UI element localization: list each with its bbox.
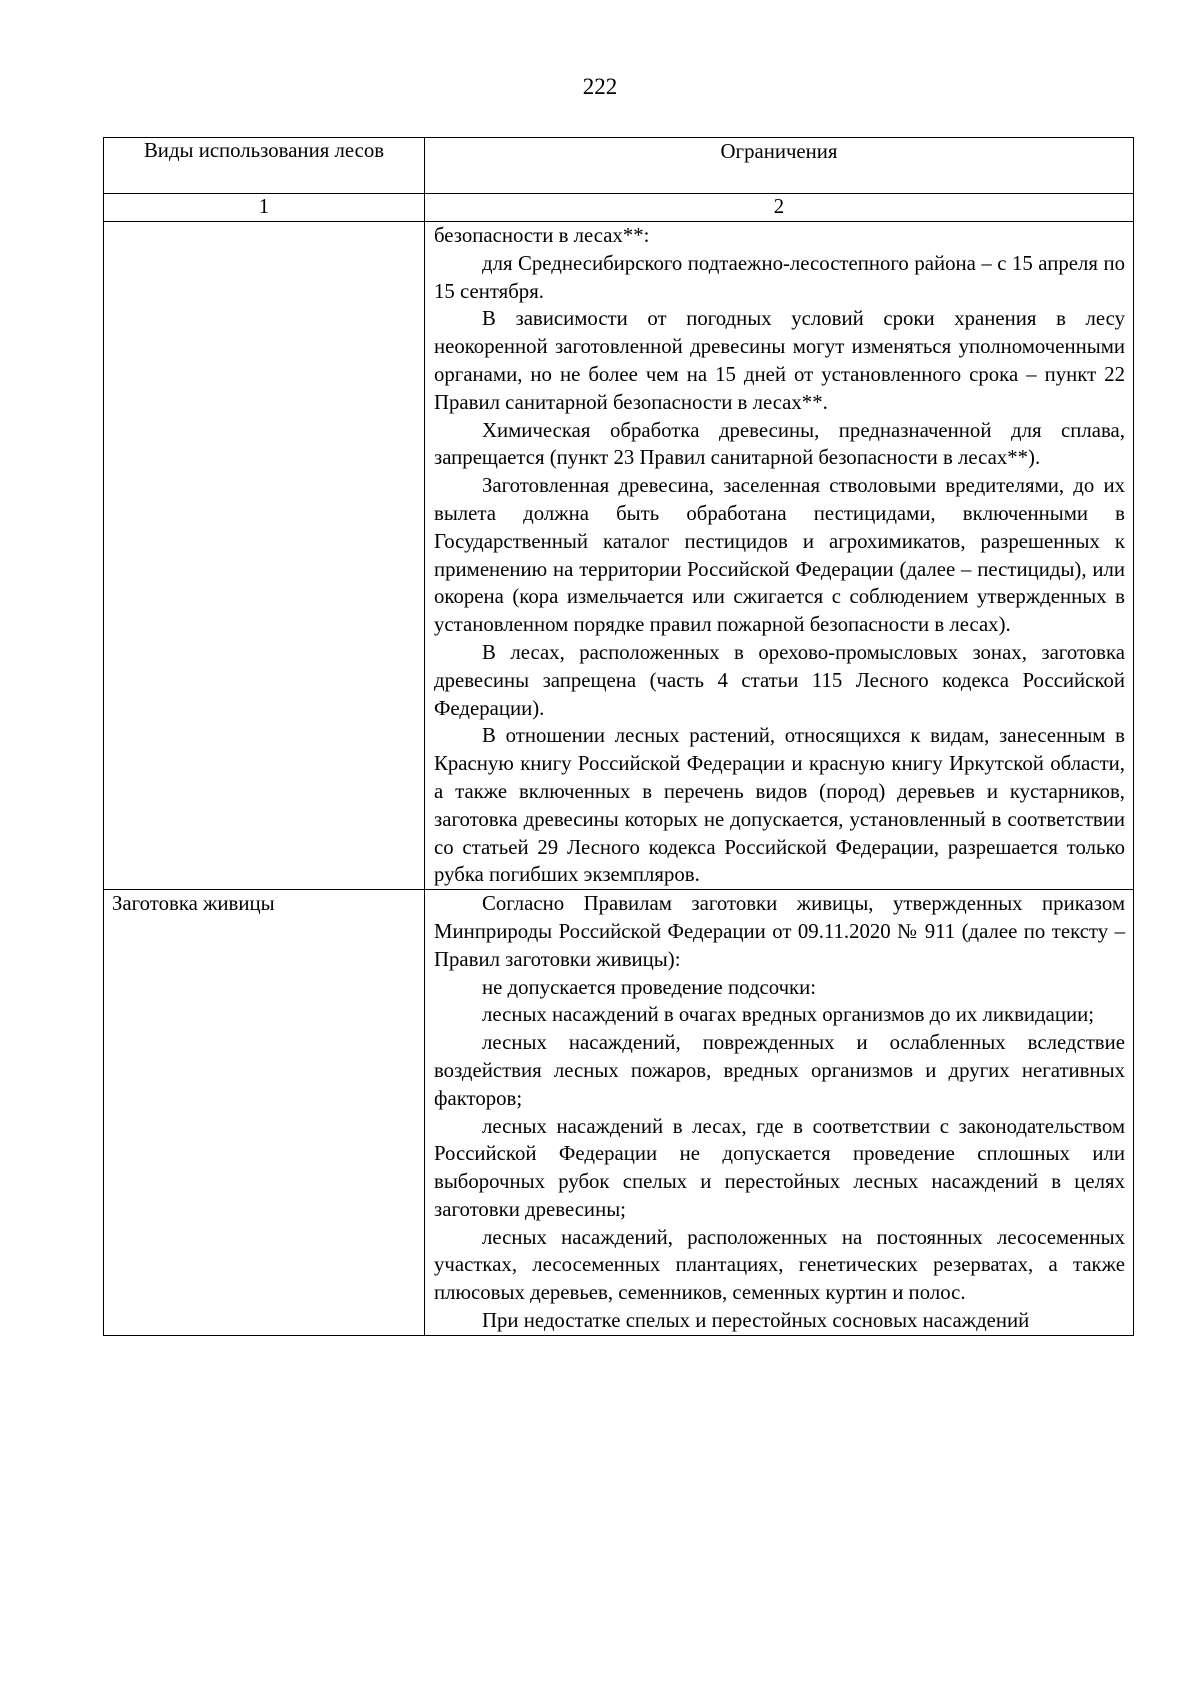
restrictions-cell — [425, 222, 1134, 890]
restriction-paragraph: лесных насаждений, расположенных на постоянных лесосеменных участках, лесосеменных плантациях, генетических резерватах, а также плюсовых деревьев, семенников, семенных куртин и полос. — [434, 1225, 1125, 1305]
column-number-2: 2 — [425, 194, 1134, 222]
restriction-paragraph: для Среднесибирского подтаежно-лесостепного района – с 15 апреля по 15 сентября. — [434, 251, 1125, 303]
table-row — [104, 890, 1134, 1336]
page-number: 222 — [582, 74, 618, 99]
table-header-row — [104, 138, 1134, 194]
header-restrictions: Ограничения — [425, 138, 1134, 194]
restrictions-cell — [425, 890, 1134, 1336]
restriction-paragraph: Заготовленная древесина, заселенная стволовыми вредителями, до их вылета должна быть обработана пестицидами, включенными в Государственный каталог пестицидов и агрохимикатов, разрешенных к применению на территории Российской Федерации (далее – пестициды), или окорена (кора измельчается или сжигается с соблюдением утвержденных в установленном порядке правил пожарной безопасности в лесах). — [434, 474, 1125, 637]
column-number-1: 1 — [104, 194, 425, 222]
restriction-paragraph: Согласно Правилам заготовки живицы, утвержденных приказом Минприроды Российской Федерации от 09.11.2020 № 911 (далее по тексту – Правил заготовки живицы): — [434, 892, 1125, 971]
restriction-paragraph: лесных насаждений в очагах вредных организмов до их ликвидации; — [482, 1003, 1095, 1027]
restriction-paragraph: Химическая обработка древесины, предназначенной для сплава, запрещается (пункт 23 Правил санитарной безопасности в лесах**). — [434, 418, 1125, 470]
restriction-paragraph: лесных насаждений в лесах, где в соответствии с законодательством Российской Федерации не допускается проведение сплошных или выборочных рубок спелых и перестойных лесных насаждений в целях заготовки древесины; — [434, 1114, 1125, 1221]
table-row — [104, 222, 1134, 890]
header-forest-use-types: Виды использования лесов — [104, 138, 425, 194]
restriction-paragraph: В зависимости от погодных условий сроки хранения в лесу неокоренной заготовленной древесины могут изменяться уполномоченными органами, но не более чем на 15 дней от установленного срока – пункт 22 Правил санитарной безопасности в лесах**. — [434, 307, 1125, 414]
restriction-paragraph: В отношении лесных растений, относящихся к видам, занесенным в Красную книгу Российской Федерации и красную книгу Иркутской области, а также включенных в перечень видов (пород) деревьев и кустарников, заготовка древесины которых не допускается, установленный в соответствии со статьей 29 Лесного кодекса Российской Федерации, разрешается только рубка погибших экземпляров. — [434, 724, 1125, 887]
restriction-paragraph: лесных насаждений, поврежденных и ослабленных вследствие воздействия лесных пожаров, вредных организмов и других негативных факторов; — [434, 1031, 1125, 1110]
restriction-paragraph: не допускается проведение подсочки: — [482, 975, 817, 999]
table-body — [104, 222, 1134, 1336]
column-number-row — [104, 194, 1134, 222]
restriction-paragraph: В лесах, расположенных в орехово-промысловых зонах, заготовка древесины запрещена (часть 4 статьи 115 Лесного кодекса Российской Федерации). — [434, 640, 1125, 720]
forest-use-type-cell: Заготовка живицы — [104, 890, 425, 1336]
restrictions-table — [103, 137, 1134, 1336]
restriction-paragraph: При недостатке спелых и перестойных сосновых насаждений — [482, 1309, 1030, 1333]
forest-use-type-cell — [104, 222, 425, 890]
restriction-paragraph: безопасности в лесах**: — [434, 224, 650, 247]
